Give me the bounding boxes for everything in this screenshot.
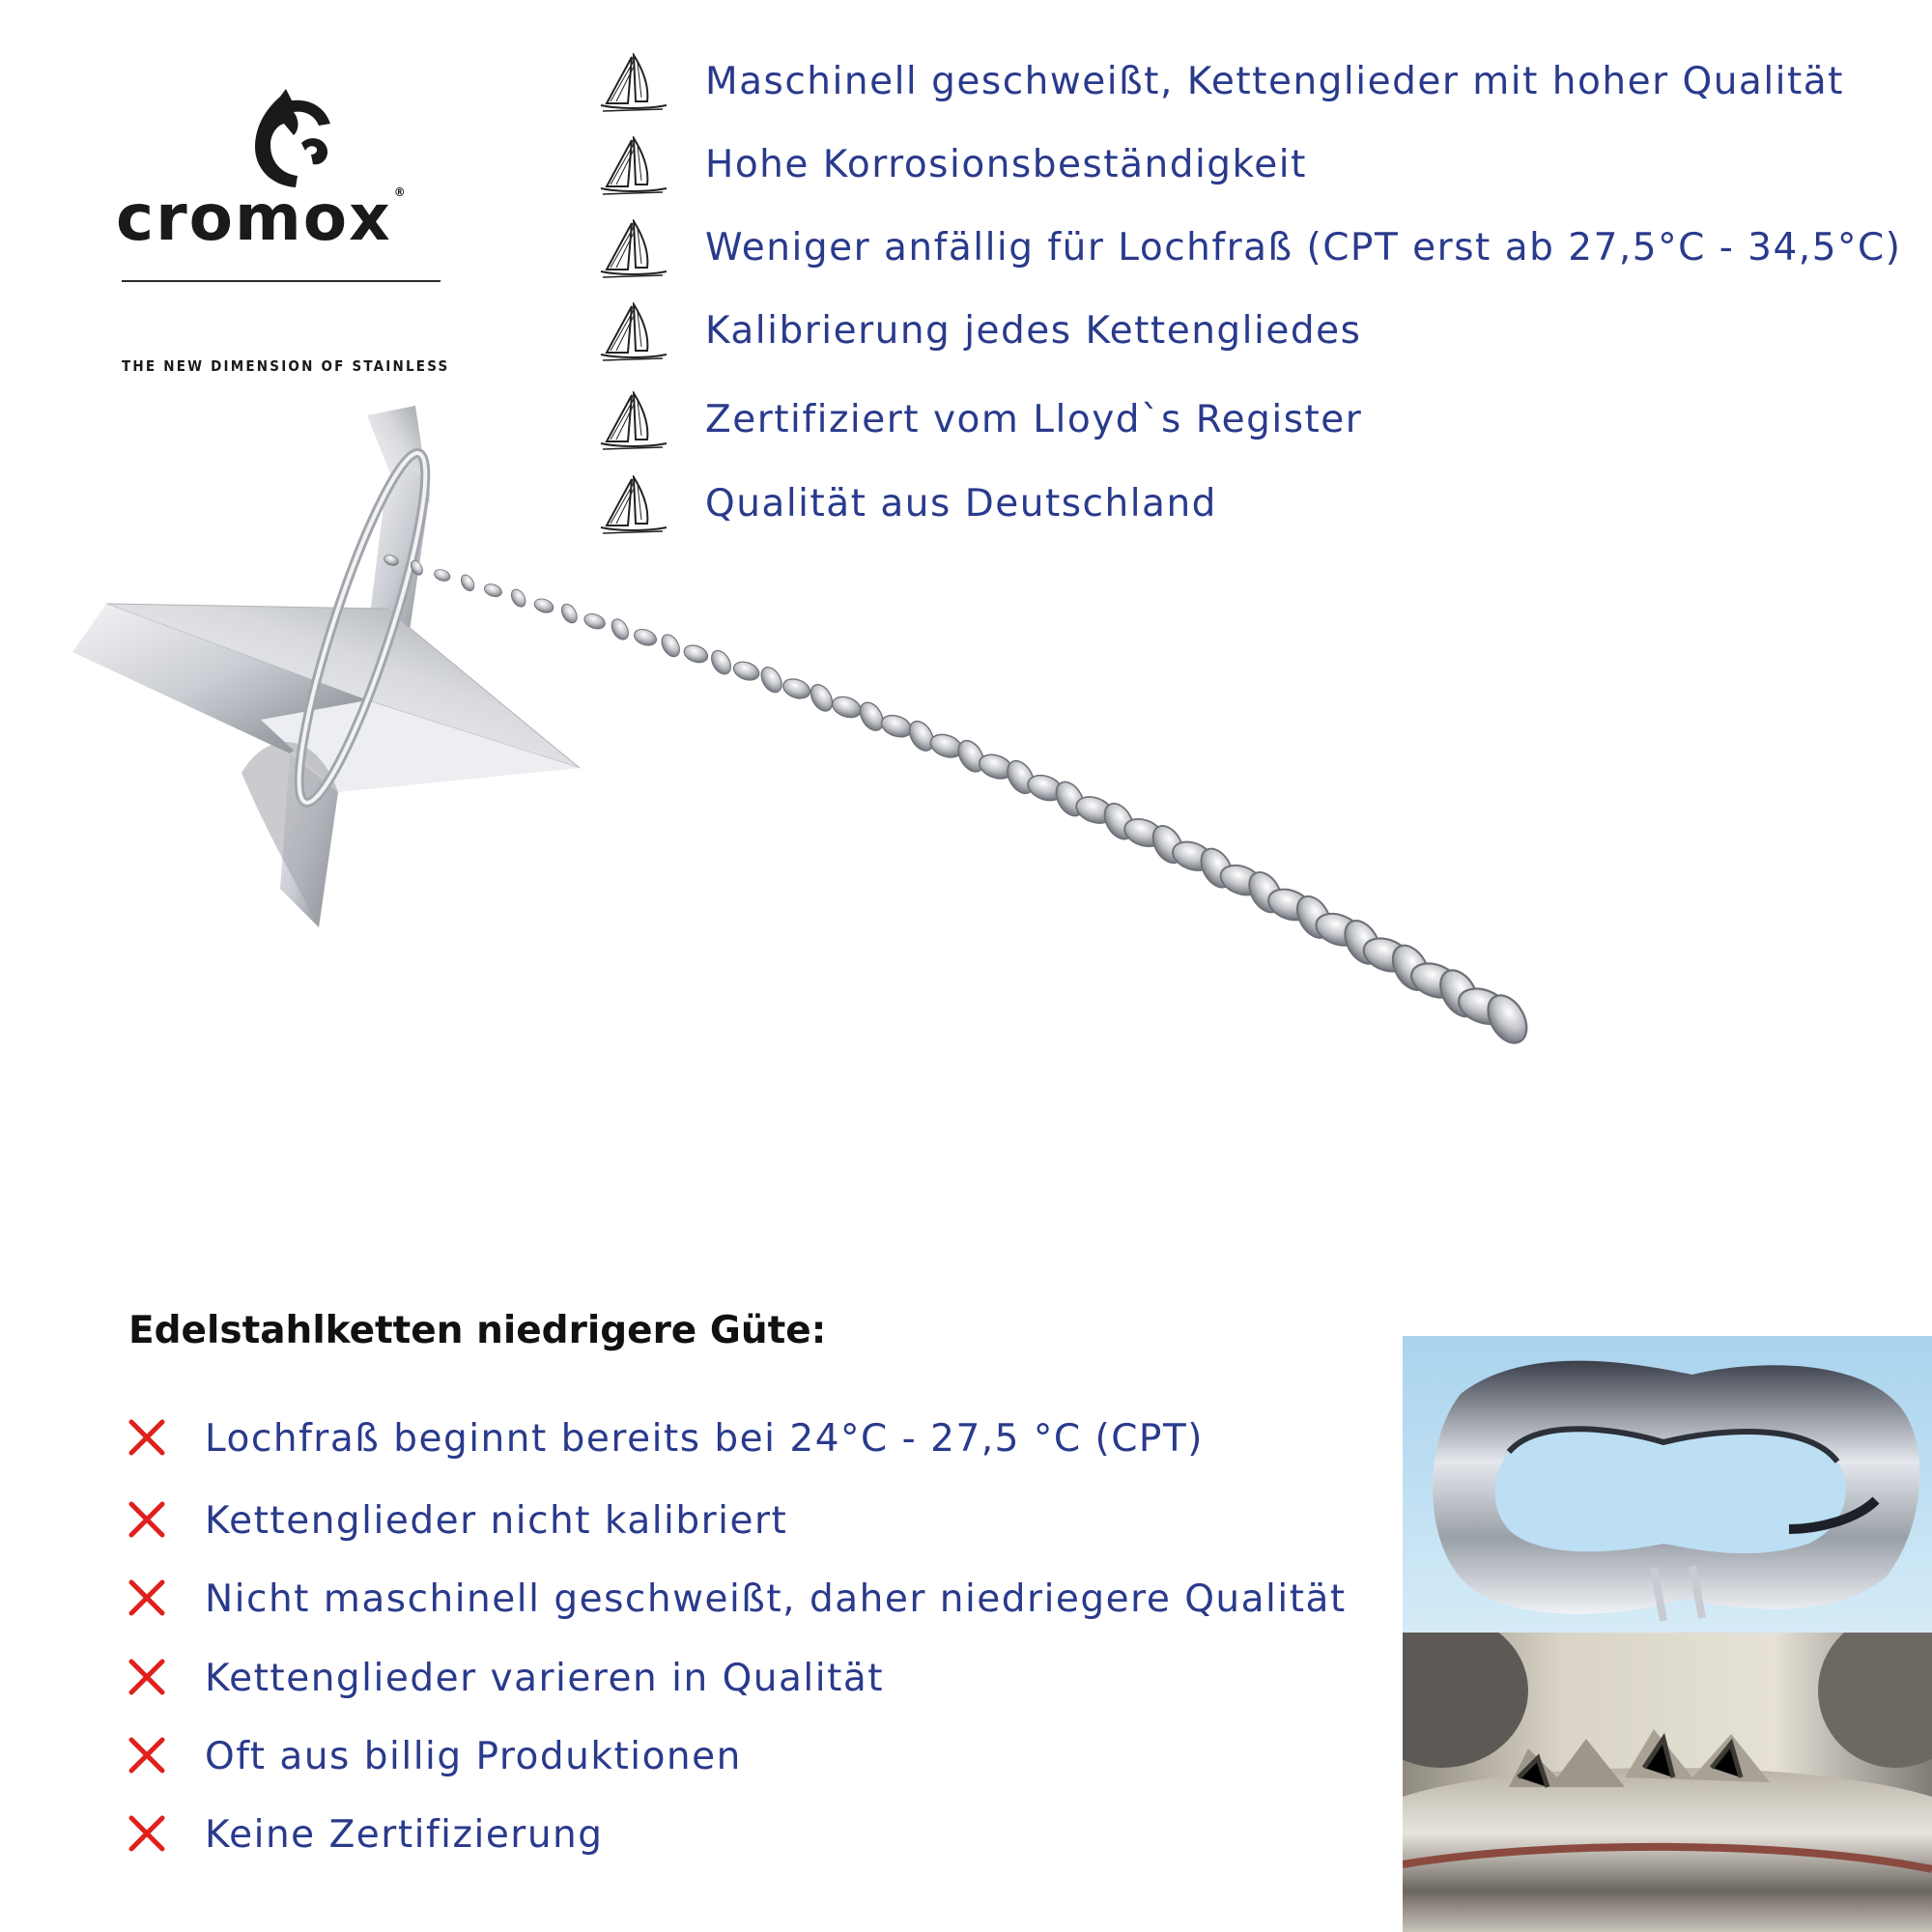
chain-link [682, 642, 710, 666]
sailboat-icon [599, 302, 668, 364]
feature-text: Maschinell geschweißt, Kettenglieder mit hoher Qualität [705, 60, 1844, 103]
drawback-text: Kettenglieder nicht kalibriert [205, 1499, 788, 1543]
sailboat-icon [599, 219, 668, 281]
chain-link [433, 567, 452, 582]
chain [383, 554, 1534, 1050]
chain-link [830, 694, 864, 722]
poor-weld-link-photo [1403, 1336, 1932, 1633]
chain-link [807, 681, 837, 715]
feature-text: Hohe Korrosionsbeständigkeit [705, 143, 1307, 186]
feature-text: Weniger anfällig für Lochfraß (CPT erst ab 27,5°C - 34,5°C) [705, 226, 1902, 270]
chain-link [532, 596, 555, 614]
chain-link [757, 664, 786, 696]
brand-tagline: THE NEW DIMENSION OF STAINLESS [122, 357, 450, 375]
drawback-text: Lochfraß beginnt bereits bei 24°C - 27,5 °C (CPT) [205, 1417, 1204, 1461]
chain-link [658, 632, 683, 660]
sailboat-icon [599, 136, 668, 198]
red-x-icon [128, 1814, 166, 1853]
chain-link [781, 675, 812, 701]
red-x-icon [128, 1736, 166, 1775]
drawback-text: Kettenglieder varieren in Qualität [205, 1657, 885, 1700]
red-x-icon [128, 1418, 166, 1457]
chain-link [632, 626, 659, 648]
chain-link [483, 582, 504, 599]
feature-text: Zertifiziert vom Lloyd`s Register [705, 398, 1363, 441]
brand-logo [116, 87, 454, 375]
comparison-title: Edelstahlketten niedrigere Güte: [128, 1309, 827, 1352]
chain-link [558, 602, 580, 626]
red-x-icon [128, 1658, 166, 1696]
sailboat-icon [599, 53, 668, 115]
chain-link [731, 659, 762, 684]
chain-link [878, 712, 914, 741]
feature-text: Qualität aus Deutschland [705, 482, 1217, 526]
red-x-icon [128, 1500, 166, 1539]
chain-link [708, 647, 735, 677]
chain-link [508, 586, 528, 609]
drawback-text: Keine Zertifizierung [205, 1813, 604, 1857]
chain-link [582, 611, 608, 632]
red-x-icon [128, 1578, 166, 1617]
corroded-link-photo [1403, 1633, 1932, 1932]
chain-link [609, 616, 632, 642]
chain-link [856, 698, 888, 734]
anchor-body [72, 406, 580, 927]
drawback-text: Oft aus billig Produktionen [205, 1735, 742, 1778]
drawback-text: Nicht maschinell geschweißt, daher niedriegere Qualität [205, 1577, 1347, 1621]
brand-mark-icon [242, 87, 338, 193]
feature-text: Kalibrierung jedes Kettengliedes [705, 309, 1362, 353]
anchor-chain-image [0, 386, 1932, 1352]
logo-divider [122, 280, 440, 282]
brand-wordmark: cromox ® [116, 181, 408, 255]
chain-link [459, 573, 477, 593]
